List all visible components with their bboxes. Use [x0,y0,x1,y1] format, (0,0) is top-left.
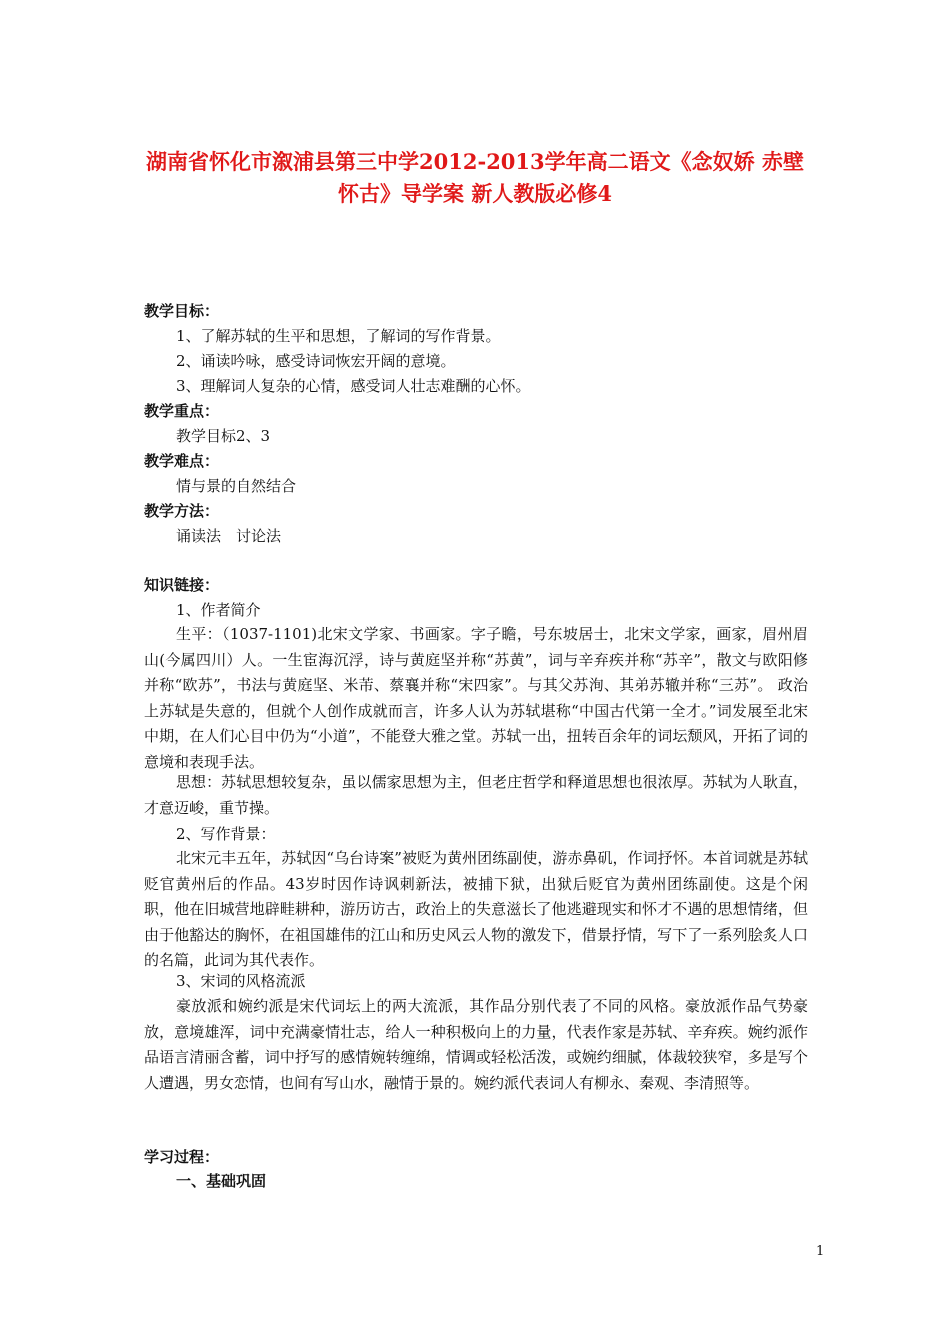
author-thought-paragraph: 思想：苏轼思想较复杂，虽以儒家思想为主，但老庄哲学和释道思想也很浓厚。苏轼为人耿直，才意迈峻，重节操。 [144,773,808,817]
goal-item-1: 1、了解苏轼的生平和思想，了解词的写作背景。 [176,327,501,345]
goal-item-2: 2、诵读吟咏，感受诗词恢宏开阔的意境。 [176,352,456,370]
knowledge-section-2: 2、写作背景： [176,825,276,843]
author-life-paragraph: 生平：（1037-1101)北宋文学家、书画家。字子瞻，号东坡居士，北宋文学家，画家，眉州眉山(今属四川）人。一生宦海沉浮，诗与黄庭坚并称“苏黄”，词与辛弃疾并称“苏辛”，散文与欧阳修并称“欧苏”，书法与黄庭坚、米芾、蔡襄并称“宋四家”。与其父苏洵、其弟苏辙并称“三苏”。 政治上苏轼是失意的，但就个人创作成就而言，许多人认为苏轼堪称“中国古代第一全才。”词发展至北宋中期，在人们心目中仍为“小道”，不能登大雅之堂。苏轼一出，扭转百余年的词坛颓风，开拓了词的意境和表现手法。 [144,625,808,771]
knowledge-section-1: 1、作者简介 [176,601,261,619]
page-number: 1 [816,1244,825,1259]
process-heading: 学习过程： [144,1148,220,1166]
document-title: 湖南省怀化市溆浦县第三中学2012-2013学年高二语文《念奴娇 赤壁怀古》导学案 新人教版必修4 [146,149,804,206]
key-points-heading: 教学重点： [144,402,220,420]
knowledge-section-3: 3、宋词的风格流派 [176,972,306,990]
goal-item-3: 3、理解词人复杂的心情，感受词人壮志难酬的心怀。 [176,377,531,395]
method-text: 诵读法 讨论法 [176,527,282,545]
goals-heading: 教学目标： [144,302,220,320]
knowledge-heading: 知识链接： [144,576,220,594]
difficulty-text: 情与景的自然结合 [176,477,297,495]
style-paragraph: 豪放派和婉约派是宋代词坛上的两大流派，其作品分别代表了不同的风格。豪放派作品气势豪放，意境雄浑，词中充满豪情壮志，给人一种积极向上的力量，代表作家是苏轼、辛弃疾。婉约派作品语言清丽含蓄，词中抒写的感情婉转缠绵，情调或轻松活泼，或婉约细腻，体裁较狭窄，多是写个人遭遇，男女恋情，也间有写山水，融情于景的。婉约派代表词人有柳永、秦观、李清照等。 [144,997,808,1092]
key-points-text: 教学目标2、3 [176,427,271,445]
difficulty-heading: 教学难点： [144,452,220,470]
process-subheading: 一、基础巩固 [176,1172,267,1190]
method-heading: 教学方法： [144,502,220,520]
background-paragraph: 北宋元丰五年，苏轼因“乌台诗案”被贬为黄州团练副使，游赤鼻矶，作词抒怀。本首词就是苏轼贬官黄州后的作品。43岁时因作诗讽刺新法，被捕下狱，出狱后贬官为黄州团练副使。这是个闲职，他在旧城营地辟畦耕种，游历访古，政治上的失意滋长了他逃避现实和怀才不遇的思想情绪，但由于他豁达的胸怀，在祖国雄伟的江山和历史风云人物的激发下，借景抒情，写下了一系列脍炙人口的名篇，此词为其代表作。 [144,849,808,969]
